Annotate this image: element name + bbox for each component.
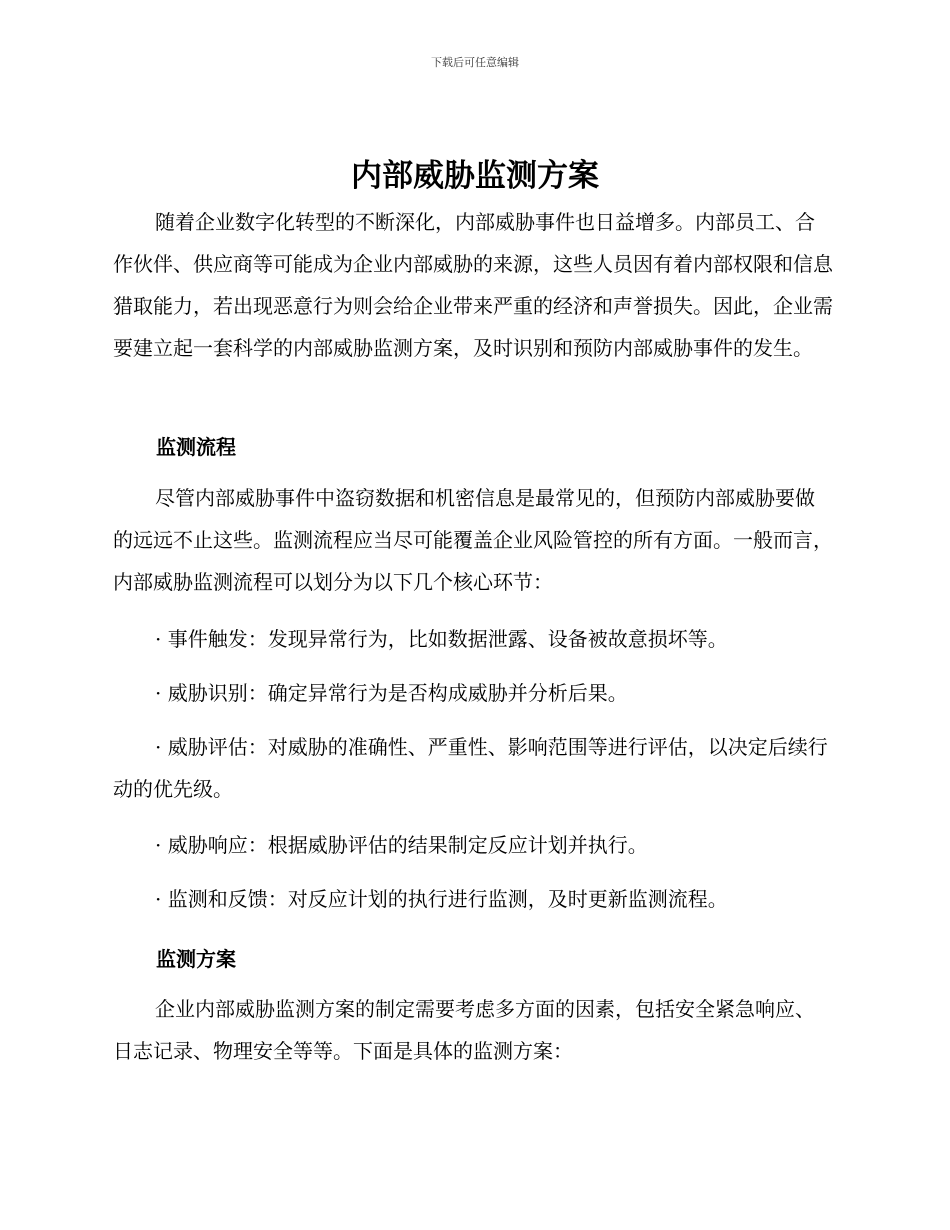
section-heading-monitoring-plan: 监测方案 (156, 947, 236, 971)
section-heading-monitoring-process: 监测流程 (156, 435, 236, 459)
header-note: 下载后可任意编辑 (431, 56, 519, 69)
monitoring-process-paragraph: 尽管内部威胁事件中盗窃数据和机密信息是最常见的，但预防内部威胁要做的远远不止这些。监测流程应当尽可能覆盖企业风险管控的所有方面。一般而言，内部威胁监测流程可以划分为以下几个核心环节： (113, 486, 833, 594)
bullet-item-threat-assessment: · 威胁评估：对威胁的准确性、严重性、影响范围等进行评估，以决定后续行动的优先级。 (113, 735, 828, 801)
bullet-item-threat-response: · 威胁响应：根据威胁评估的结果制定反应计划并执行。 (155, 833, 648, 857)
bullet-item-event-trigger: · 事件触发：发现异常行为，比如数据泄露、设备被故意损坏等。 (155, 627, 728, 651)
intro-paragraph: 随着企业数字化转型的不断深化，内部威胁事件也日益增多。内部员工、合作伙伴、供应商等可能成为企业内部威胁的来源，这些人员因有着内部权限和信息猎取能力，若出现恶意行为则会给企业带来严重的经济和声誉损失。因此，企业需要建立起一套科学的内部威胁监测方案，及时识别和预防内部威胁事件的发生。 (113, 210, 833, 360)
bullet-item-threat-identification: · 威胁识别：确定异常行为是否构成威胁并分析后果。 (155, 681, 628, 705)
monitoring-plan-paragraph: 企业内部威胁监测方案的制定需要考虑多方面的因素，包括安全紧急响应、日志记录、物理安全等等。下面是具体的监测方案： (113, 997, 815, 1063)
document-title: 内部威胁监测方案 (351, 158, 599, 194)
bullet-item-monitoring-feedback: · 监测和反馈：对反应计划的执行进行监测，及时更新监测流程。 (155, 887, 728, 911)
